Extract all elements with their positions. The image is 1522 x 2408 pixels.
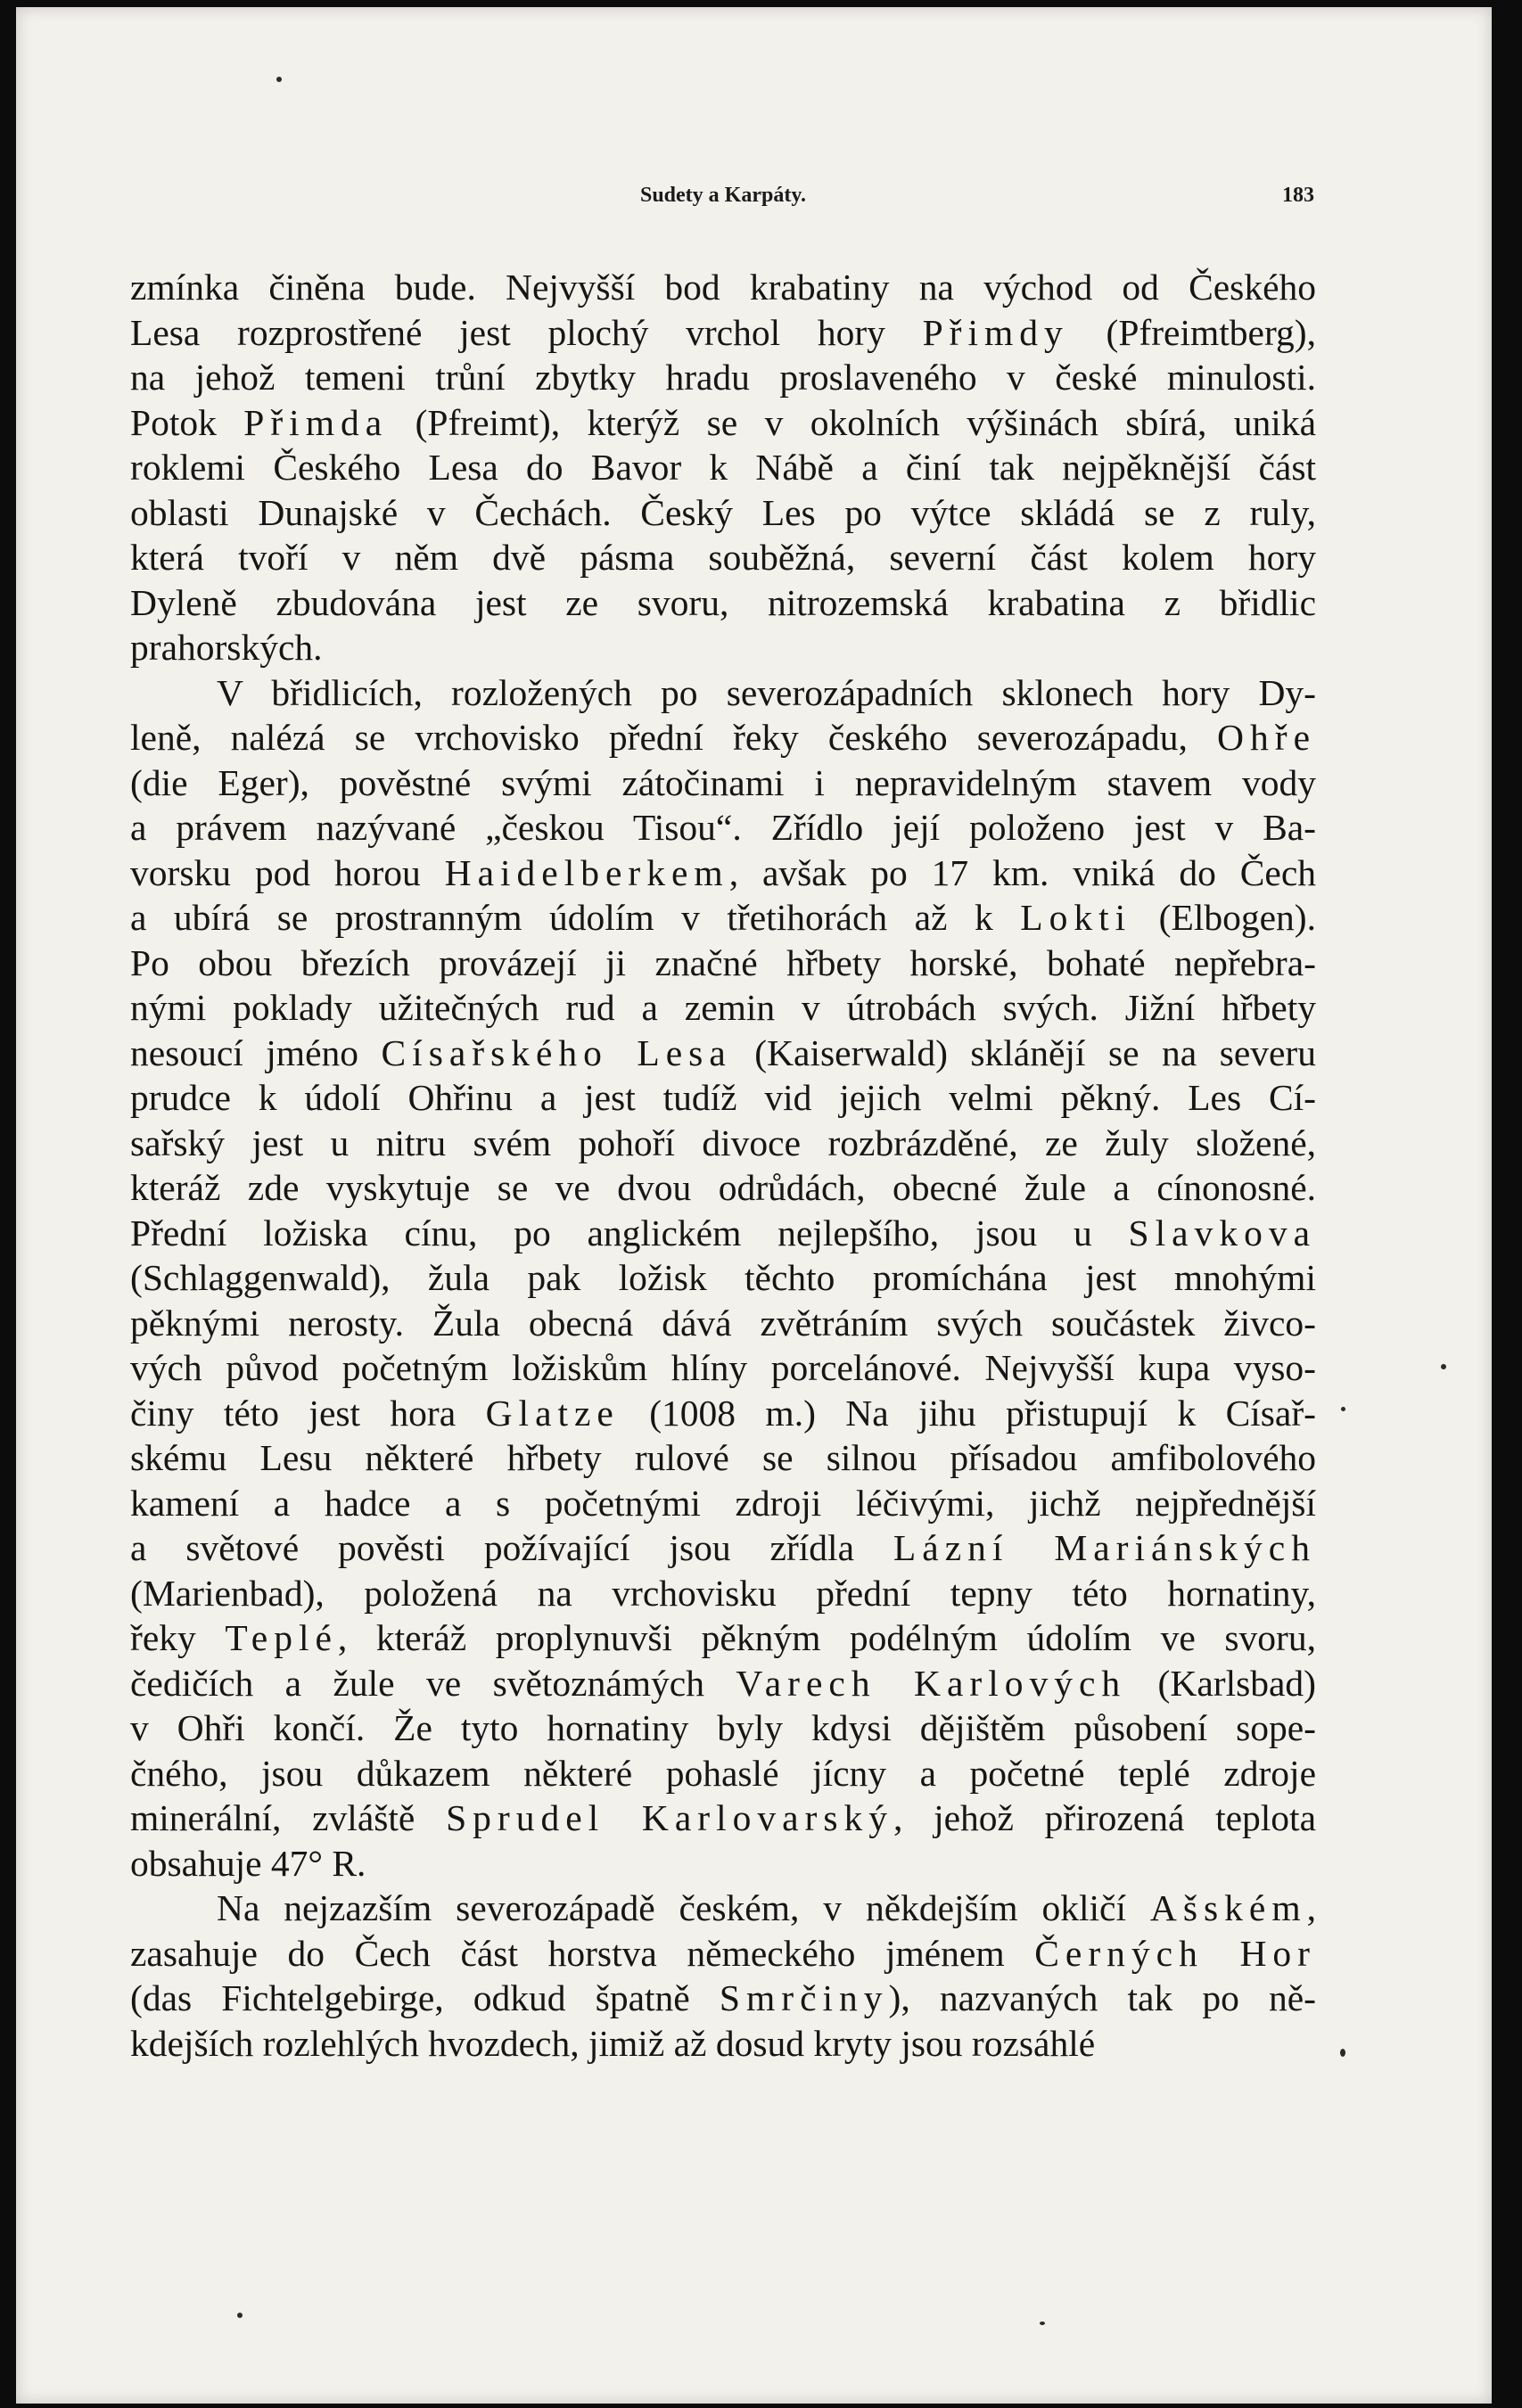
- text-line: [130, 1525, 1316, 1571]
- text-line: [130, 1165, 1316, 1211]
- ink-speck: [1040, 2322, 1045, 2325]
- text-segment: (Pfreimtberg),: [1068, 311, 1316, 353]
- text-segment: , jehož přirozená teplota: [893, 1797, 1317, 1838]
- text-segment: Dyleně zbudována jest ze svoru, nitrozemská krabatina z břidlic: [130, 581, 1316, 623]
- text-line: [130, 1615, 1316, 1661]
- text-segment: zasahuje do Čech část horstva německého jménem: [130, 1932, 1035, 1974]
- text-segment: , avšak po 17 km. vniká do Čech: [728, 851, 1316, 893]
- text-line: [130, 535, 1316, 580]
- text-line: [130, 625, 1316, 670]
- text-line: [130, 355, 1316, 400]
- text-line: [130, 715, 1316, 760]
- text-segment: (Pfreimt), kterýž se v okolních výšinách sbírá, uniká: [388, 401, 1316, 443]
- text-segment: sařský jest u nitru svém pohoří divoce rozbrázděné, ze žuly složené,: [130, 1122, 1316, 1163]
- text-segment: prudce k údolí Ohřinu a jest tudíž vid jejich velmi pěkný. Les Cí-: [130, 1077, 1316, 1118]
- text-segment: a ubírá se prostranným údolím v třetihorách až k: [130, 897, 1021, 938]
- spaced-emphasis: Císařského Lesa: [381, 1031, 732, 1073]
- text-segment: ,: [1306, 1887, 1316, 1928]
- text-line: [130, 1751, 1316, 1796]
- text-line: [130, 580, 1316, 626]
- text-line: [130, 1211, 1316, 1256]
- spaced-emphasis: Černých Hor: [1034, 1932, 1316, 1974]
- text-segment: V břidlicích, rozložených po severozápadních sklonech hory Dy-: [217, 671, 1316, 713]
- text-line: [130, 1886, 1316, 1931]
- text-segment: a světové pověsti požívající jsou zřídla: [130, 1527, 893, 1568]
- text-line: [130, 1841, 1316, 1886]
- text-line: [130, 1121, 1316, 1166]
- text-segment: vorsku pod horou: [130, 851, 445, 893]
- spaced-emphasis: Sprudel Karlovarský: [446, 1797, 894, 1838]
- text-segment: leně, nalézá se vrchovisko přední řeky českého severozápadu,: [130, 717, 1218, 758]
- spaced-emphasis: Glatze: [485, 1392, 620, 1434]
- text-line: [130, 1301, 1316, 1346]
- text-segment: zmínka činěna bude. Nejvyšší bod krabatiny na východ od Českého: [130, 267, 1316, 308]
- text-line: [130, 895, 1316, 941]
- text-segment: (Elbogen).: [1131, 897, 1316, 938]
- text-segment: (Kaiserwald) sklánějí se na severu: [731, 1031, 1317, 1073]
- text-line: [130, 1391, 1316, 1436]
- text-segment: vých původ početným ložiskům hlíny porcelánové. Nejvyšší kupa vyso-: [130, 1347, 1316, 1388]
- text-segment: kdejších rozlehlých hvozdech, jimiž až dosud kryty jsou rozsáhlé: [130, 2022, 1096, 2064]
- ink-speck: [1341, 1407, 1345, 1411]
- paragraph: [130, 670, 1316, 1886]
- text-segment: a právem nazývané „českou Tisou“. Zřídlo její položeno jest v Ba-: [130, 807, 1316, 848]
- spaced-emphasis: Lázní Mariánských: [893, 1527, 1316, 1568]
- paragraph: [130, 1886, 1316, 2066]
- text-segment: čného, jsou důkazem některé pohaslé jícny a početné teplé zdroje: [130, 1752, 1316, 1794]
- text-line: [130, 941, 1316, 986]
- text-line: [130, 1075, 1316, 1121]
- text-line: [130, 1976, 1316, 2021]
- text-segment: (die Eger), pověstné svými zátočinami i nepravidelným stavem vody: [130, 761, 1316, 803]
- ink-speck: [276, 77, 282, 82]
- page-number: 183: [1282, 184, 1314, 207]
- text-line: [130, 1345, 1316, 1391]
- text-line: [130, 670, 1316, 716]
- text-line: [130, 760, 1316, 806]
- text-segment: nesoucí jméno: [130, 1031, 382, 1073]
- text-segment: kamení a hadce a s početnými zdroji léčivými, jichž nejpřednější: [130, 1482, 1316, 1524]
- spaced-emphasis: Teplé: [225, 1617, 338, 1658]
- text-segment: obsahuje 47° R.: [130, 1842, 366, 1884]
- text-line: [130, 1931, 1316, 1977]
- book-page: [16, 7, 1492, 2404]
- text-segment: ), nazvaných tak po ně-: [888, 1977, 1316, 2018]
- text-line: [130, 400, 1316, 446]
- text-line: [130, 1435, 1316, 1481]
- text-line: [130, 2021, 1316, 2067]
- text-segment: oblasti Dunajské v Čechách. Český Les po výtce skládá se z ruly,: [130, 491, 1316, 533]
- text-segment: minerální, zvláště: [130, 1797, 447, 1838]
- text-segment: (das Fichtelgebirge, odkud špatně: [130, 1977, 720, 2018]
- paragraph: [130, 265, 1316, 670]
- text-line: [130, 265, 1316, 310]
- text-segment: (Marienbad), položená na vrchovisku přední tepny této hornatiny,: [130, 1572, 1316, 1614]
- text-line: [130, 445, 1316, 490]
- ink-speck: [1340, 2049, 1345, 2057]
- text-line: [130, 1661, 1316, 1706]
- text-segment: Potok: [130, 401, 244, 443]
- text-segment: čedičích a žule ve světoznámých: [130, 1662, 736, 1704]
- text-segment: skému Lesu některé hřbety rulové se silnou přísadou amfibolového: [130, 1437, 1316, 1478]
- text-segment: Po obou březích provázejí ji značné hřbety horské, bohaté nepřebra-: [130, 941, 1316, 983]
- text-segment: prahorských.: [130, 627, 323, 668]
- text-segment: pěknými nerosty. Žula obecná dává zvětráním svých součástek živco-: [130, 1302, 1316, 1344]
- text-line: [130, 1571, 1316, 1616]
- text-line: [130, 490, 1316, 536]
- text-line: [130, 805, 1316, 851]
- text-line: [130, 1031, 1316, 1076]
- ink-speck: [1441, 1364, 1446, 1369]
- ink-speck: [237, 2313, 243, 2318]
- text-segment: kteráž zde vyskytuje se ve dvou odrůdách, obecné žule a cínonosné.: [130, 1167, 1316, 1208]
- spaced-emphasis: Přimdy: [922, 311, 1069, 353]
- body-text: [130, 265, 1316, 2066]
- text-segment: (1008 m.) Na jihu přistupují k Císař-: [619, 1392, 1316, 1434]
- text-segment: v Ohři končí. Že tyto hornatiny byly kdysi dějištěm působení sope-: [130, 1707, 1316, 1748]
- text-line: [130, 1255, 1316, 1301]
- text-line: [130, 310, 1316, 356]
- text-line: [130, 985, 1316, 1031]
- text-segment: nými poklady užitečných rud a zemin v útrobách svých. Jižní hřbety: [130, 987, 1316, 1028]
- text-segment: která tvoří v něm dvě pásma souběžná, severní část kolem hory: [130, 537, 1316, 578]
- text-segment: (Schlaggenwald), žula pak ložisk těchto promíchána jest mnohými: [130, 1257, 1316, 1298]
- page-header: [132, 184, 1314, 219]
- running-title: Sudety a Karpáty.: [639, 184, 807, 207]
- text-line: [130, 851, 1316, 896]
- text-segment: na jehož temeni trůní zbytky hradu proslaveného v české minulosti.: [130, 357, 1316, 398]
- text-segment: , kteráž proplynuvši pěkným podélným údolím ve svoru,: [337, 1617, 1316, 1658]
- spaced-emphasis: Lokti: [1020, 897, 1132, 938]
- text-segment: Lesa rozprostřené jest plochý vrchol hory: [130, 311, 923, 353]
- text-segment: roklemi Českého Lesa do Bavor k Nábě a činí tak nejpěknější část: [130, 447, 1316, 488]
- spaced-emphasis: Varech Karlových: [736, 1662, 1127, 1704]
- text-line: [130, 1481, 1316, 1526]
- text-segment: činy této jest hora: [130, 1392, 486, 1434]
- spaced-emphasis: Haidelberkem: [444, 851, 729, 893]
- text-line: [130, 1705, 1316, 1751]
- spaced-emphasis: Ašském: [1149, 1887, 1307, 1928]
- spaced-emphasis: Slavkova: [1128, 1212, 1316, 1253]
- text-segment: Na nejzazším severozápadě českém, v někdejším okličí: [217, 1887, 1150, 1928]
- text-segment: (Karlsbad): [1126, 1662, 1316, 1704]
- spaced-emphasis: Ohře: [1217, 717, 1316, 758]
- spaced-emphasis: Přimda: [243, 401, 389, 443]
- text-segment: Přední ložiska cínu, po anglickém nejlepšího, jsou u: [130, 1212, 1129, 1253]
- text-line: [130, 1796, 1316, 1841]
- text-segment: řeky: [130, 1617, 226, 1658]
- spaced-emphasis: Smrčiny: [719, 1977, 889, 2018]
